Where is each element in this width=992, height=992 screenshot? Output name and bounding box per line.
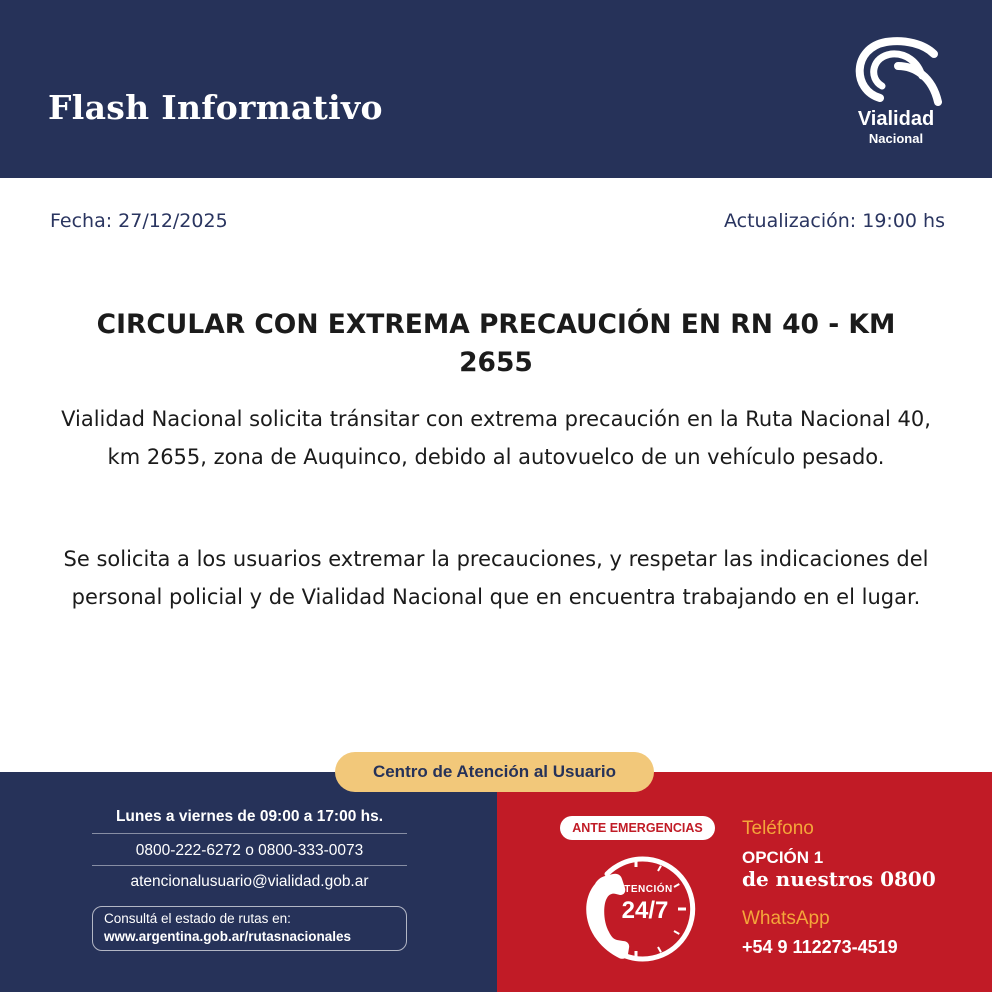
telephone-number: de nuestros 0800	[742, 867, 936, 891]
divider	[92, 833, 407, 834]
vialidad-logo	[846, 36, 946, 151]
routes-status-label: Consultá el estado de rutas en:	[104, 911, 291, 926]
page-title: Flash Informativo	[48, 88, 383, 127]
body-paragraph-2: Se solicita a los usuarios extremar la precauciones, y respetar las indicaciones del personal policial y de Vialidad Nacional que en encuentra trabajando en el lugar.	[63, 547, 929, 609]
attention-center-pill: Centro de Atención al Usuario	[335, 752, 654, 792]
attention-hours: 24/7	[621, 897, 669, 924]
date-label: Fecha: 27/12/2025	[50, 210, 228, 232]
email-link[interactable]: atencionalusuario@vialidad.gob.ar	[130, 873, 369, 890]
telephone-option: OPCIÓN 1	[742, 848, 824, 867]
attention-label: ATENCIÓN	[617, 884, 673, 895]
logo-subtitle: Nacional	[868, 131, 924, 146]
whatsapp-number[interactable]: +54 9 112273-4519	[742, 937, 898, 957]
phone-numbers: 0800-222-6272 o 0800-333-0073	[135, 842, 364, 859]
road-curve-logo-icon	[850, 36, 942, 108]
body-paragraph-1: Vialidad Nacional solicita tránsitar con extrema precaución en la Ruta Nacional 40, km 2655, zona de Auquinco, debido al autovuelco de un vehículo pesado.	[61, 407, 931, 469]
telephone-label: Teléfono	[742, 818, 814, 839]
whatsapp-label: WhatsApp	[742, 908, 830, 929]
headline: CIRCULAR CON EXTREMA PRECAUCIÓN EN RN 40 - KM 2655	[96, 309, 896, 378]
logo-name: Vialidad	[857, 108, 935, 130]
routes-status-link[interactable]: www.argentina.gob.ar/rutasnacionales	[104, 929, 352, 944]
header-banner	[0, 0, 992, 178]
routes-status-box	[92, 906, 407, 951]
office-hours: Lunes a viernes de 09:00 a 17:00 hs.	[115, 808, 384, 825]
emergency-badge: ANTE EMERGENCIAS	[560, 816, 715, 840]
update-time-label: Actualización: 19:00 hs	[724, 210, 945, 232]
divider	[92, 865, 407, 866]
